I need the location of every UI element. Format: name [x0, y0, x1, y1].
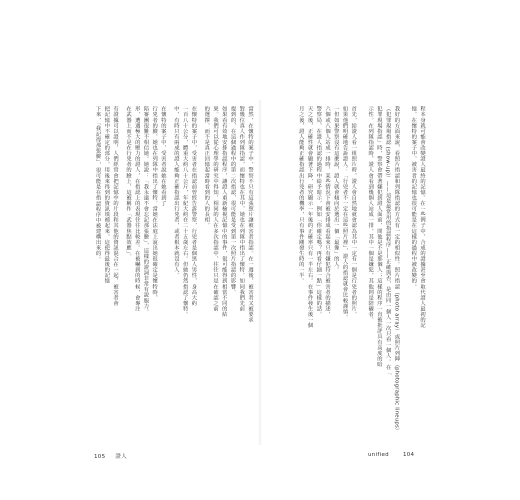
page-number: 104: [402, 452, 415, 458]
text-column: 一百八十公分，體重大約八十公斤，年紀大約在二十五歲左右。但她仍然指認了懷特。: [181, 106, 188, 317]
text-column: 在武器上而不是在行兇者的臉上，這被稱作「武器焦點效應」。: [124, 106, 131, 259]
text-column: 在懷特的案子中，受害者說她在她看到了: [159, 106, 166, 206]
text-column: 的選擇，而不是真正回憶起當時看到的人的長相。: [203, 106, 210, 229]
text-column: 月之後，證人能夠正確指認出行兇者的機率，只有事件剛發生時的一半。: [297, 106, 304, 284]
right-page: [272, 106, 424, 440]
text-column: 把記憶中不確定的部分，用後來得到的資訊填補起來，這使得最後的記憶: [103, 106, 110, 284]
left-page-footer: [94, 452, 127, 460]
text-column: 在懷特的案子中，受害者在指認前曾經告訴警察，行兇者是個黑人男性，身高大約: [190, 106, 197, 306]
text-column: 程本身就可能會改變證人最終的記憶。在一些例子中，合成的證據甚至會取代證人最初的記: [419, 106, 425, 328]
text-column: 果。我們可以從心理學的研究中得知，相同的人在多次指認中，往往只是在確認之前: [212, 106, 219, 312]
text-column: 如果他們明確地告訴證人：「行兇者不一定在這些照片裡」，證人的指認就會比較謹慎。: [341, 106, 348, 320]
text-column: 示性。在列隊指認時，證人會看到幾個人站成一排，其中一個是嫌犯，其他則是陪襯者。: [367, 106, 374, 323]
text-column: 警察局，在證人指認的過程中給予暗示，例如「你確定嗎？再看仔細一點」這樣的話。: [315, 106, 322, 317]
text-column: 犯罪現場指認」時，警察會帶著嫌犯到證人面前，問他是不是那個人；這樣的程序一直被批評具有高度的暗: [375, 106, 382, 367]
text-column: 如果看有效地安排指認程序，讓證人重新檢視記憶中的事件，很可能得到相當不同的結: [220, 106, 227, 317]
text-column: 六個或八個人站成一排時，某些情況下會被安排成看起來只有嫌犯符合被害者的描述，: [324, 106, 331, 317]
text-column: 對幾位真人作列隊指認，而懷特也在其中，她也在列隊中指出了懷特。如同我們先前: [238, 106, 245, 312]
book-gutter: [258, 100, 262, 445]
running-head: 證人: [115, 454, 128, 460]
text-column: 一但如果警察沒有這麼說，證人就會傾向於選出一個「最像」的人。: [332, 106, 339, 273]
text-column: 當然，在懷特的案子中，警察不只有這張照片讓被害者指認。在一週後，被害者又被要求: [247, 106, 253, 323]
text-column: 首先，給證人看一組照片時，證人會自然地就會認為其中一定有一個是行兇者的照片。: [350, 106, 357, 317]
running-head: unified: [368, 452, 389, 458]
text-column: 憶。在懷特的案子中，被害者的記憶也很可能是在這樣的過程中被改變的。: [410, 106, 417, 290]
text-column: （犯罪現場指認 (show-up)）——這是最常用的指認程序——正確與否，是由同一個人一次只看一個人。在「: [384, 106, 391, 376]
text-column: 行兇者的臉，她也在列隊中指出了懷特。當她在法庭上說出她很確定是懷特時，: [151, 106, 158, 301]
text-column: 天之後，正確性就會顯著下降，研究顯示一年後的正確率只有一半左右。在事件發生後一個: [306, 106, 313, 328]
text-column: 形，遭遇極大的壓力的證人，在指認上的表現往往比較差。在被嚇到的時候，會專注: [133, 106, 140, 312]
text-column: 提到的，在這個過程中的第二次指認，很可能是受到第一次照片指認的影響。: [229, 106, 236, 295]
text-column: 有證據可以證明，人們經常會把記憶中的片段和其他的資訊混合在一起，被害者會: [112, 106, 119, 306]
page-number: 105: [94, 454, 106, 460]
left-page: [94, 106, 252, 440]
right-page-footer: [368, 452, 414, 458]
text-column: 中，有時只有兩成的證人能夠正確指認出行兇者，或者根本就沒有人。: [172, 106, 179, 279]
text-column: 下來，「我記得那張臉」，很可能是在指認程序中被建構出來的。: [94, 106, 101, 262]
text-column: 我好的方面來說，看照片指認和列隊指認的方式有一定的相似性。照片指認（photo array）或照片列陣（photographic lineups）: [393, 106, 400, 434]
text-column: 陪審團很難不相信她。她說：「我永遠不會忘記那張臉」，這樣的證詞非常有說服力。: [142, 106, 149, 315]
